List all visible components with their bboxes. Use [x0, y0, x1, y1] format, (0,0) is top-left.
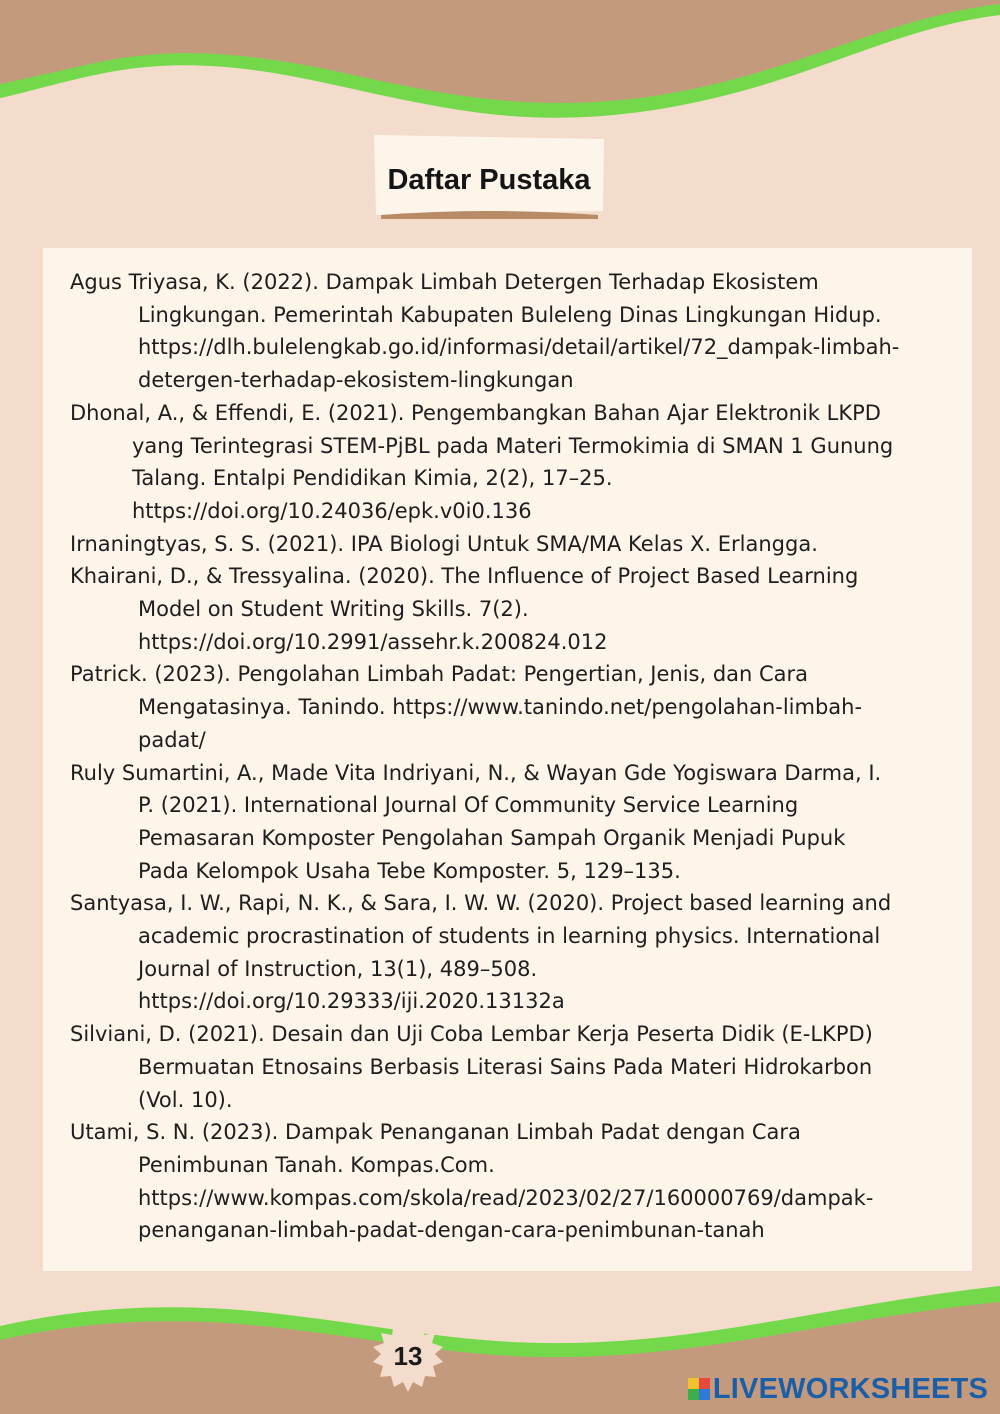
title-label-tag [372, 133, 606, 219]
reference-entry: Dhonal, A., & Effendi, E. (2021). Pengembangkan Bahan Ajar Elektronik LKPD yang Terintegrasi STEM-PjBL pada Materi Termokimia di SMAN 1 Gunung Talang. Entalpi Pendidikan Kimia, 2(2), 17–25. https://doi.org/10.24036/epk.v0i0.136 [70, 400, 894, 523]
reference-entry: Silviani, D. (2021). Desain dan Uji Coba Lembar Kerja Peserta Didik (E-LKPD) Bermuatan Etnosains Berbasis Literasi Sains Pada Materi Hidrokarbon (Vol. 10). [70, 1022, 873, 1112]
reference-entry: Utami, S. N. (2023). Dampak Penanganan Limbah Padat dengan Cara Penimbunan Tanah. Kompas.Com. https://www.kompas.com/skola/read/2023/02/27/160000769/dampak- penanganan-limbah-padat-dengan-cara-penimbunan-tanah [70, 1120, 874, 1243]
reference-entry: Patrick. (2023). Pengolahan Limbah Padat: Pengertian, Jenis, dan Cara Mengatasinya. Tanindo. https://www.tanindo.net/pengolahan-limbah- padat/ [70, 662, 863, 752]
top-wave-decoration [0, 0, 1000, 150]
page-title: Daftar Pustaka [387, 164, 591, 196]
reference-entry: Khairani, D., & Tressyalina. (2020). The Influence of Project Based Learning Model on Student Writing Skills. 7(2). https://doi.org/10.2991/assehr.k.200824.012 [70, 564, 859, 654]
brand-name: LIVEWORKSHEETS [712, 1372, 988, 1405]
page-number: 13 [393, 1341, 423, 1371]
liveworksheets-brand[interactable] [688, 1372, 988, 1406]
page-number-badge [372, 1321, 444, 1393]
liveworksheets-logo-icon [688, 1378, 710, 1400]
reference-entry: Santyasa, I. W., Rapi, N. K., & Sara, I. W. W. (2020). Project based learning and academic procrastination of students in learning physics. International Journal of Instruction, 13(1), 489–508. https://doi.org/10.29333/iji.2020.13132a [70, 891, 892, 1014]
reference-entry: Ruly Sumartini, A., Made Vita Indriyani, N., & Wayan Gde Yogiswara Darma, I. P. (2021). International Journal Of Community Service Learning Pemasaran Komposter Pengolahan Sampah Organik Menjadi Pupuk Pada Kelompok Usaha Tebe Komposter. 5, 129–135. [70, 760, 882, 883]
reference-entry: Agus Triyasa, K. (2022). Dampak Limbah Detergen Terhadap Ekosistem Lingkungan. Pemerintah Kabupaten Buleleng Dinas Lingkungan Hidup. https://dlh.bulelengkab.go.id/informasi/detail/artikel/72_dampak-limbah- detergen-terhadap-ekosistem-lingkungan [70, 270, 900, 393]
reference-list [43, 248, 972, 1271]
reference-entry: Irnaningtyas, S. S. (2021). IPA Biologi Untuk SMA/MA Kelas X. Erlangga. [70, 531, 818, 556]
